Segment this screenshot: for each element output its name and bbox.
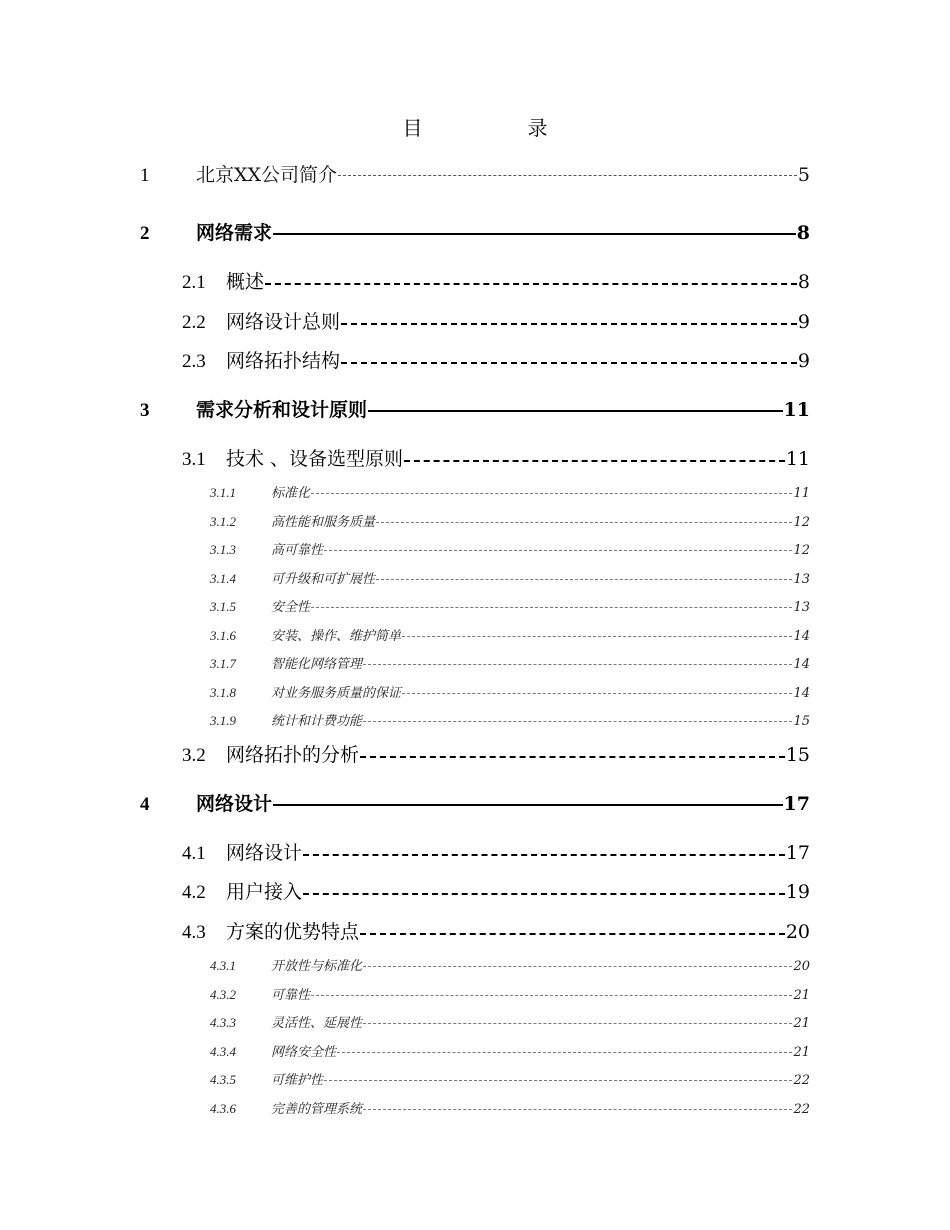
toc-entry-page-number: 8 (796, 222, 810, 244)
toc-entry[interactable] (210, 1041, 810, 1060)
toc-leader (363, 1108, 792, 1110)
toc-entry-label: 网络需求 (196, 222, 273, 244)
toc-leader (311, 492, 792, 494)
toc-entry-number: 3 (140, 400, 150, 421)
toc-entry-label: 高性能和服务质量 (271, 515, 376, 530)
toc-entry[interactable] (210, 1098, 810, 1117)
toc-entry-page-number: 20 (785, 921, 810, 943)
toc-leader (324, 1079, 792, 1081)
toc-leader (402, 692, 792, 694)
toc-entry-number: 3.1.9 (210, 713, 236, 728)
toc-entry-page-number: 11 (793, 486, 810, 501)
toc-entry-number: 4.3 (182, 922, 206, 943)
toc-entry-page-number: 12 (793, 515, 810, 530)
toc-entry[interactable] (210, 682, 810, 701)
toc-entry[interactable] (140, 789, 810, 816)
toc-leader (363, 720, 792, 722)
toc-leader (360, 931, 785, 935)
toc-entry[interactable] (210, 511, 810, 530)
toc-entry-label: 可靠性 (271, 988, 311, 1003)
toc-entry[interactable] (210, 955, 810, 974)
toc-entry[interactable] (182, 444, 810, 471)
toc-entry-label: 方案的优势特点 (226, 921, 360, 943)
toc-entry-number: 2.3 (182, 351, 206, 372)
toc-entry-number: 3.1.1 (210, 485, 236, 500)
toc-entry-number: 3.1.4 (210, 571, 236, 586)
toc-title (0, 112, 950, 141)
toc-entry-label: 灵活性、延展性 (271, 1016, 363, 1031)
toc-leader (303, 891, 785, 895)
toc-entry-number: 3.1.7 (210, 656, 236, 671)
toc-entry-page-number: 14 (793, 686, 810, 701)
toc-entry-label: 网络拓扑结构 (226, 350, 341, 372)
toc-leader (311, 606, 792, 608)
toc-entry-number: 3.1.5 (210, 599, 236, 614)
toc-entry-page-number: 22 (793, 1102, 810, 1117)
toc-entry-label: 网络拓扑的分析 (226, 744, 360, 766)
toc-entry-label: 网络设计 (196, 793, 273, 815)
toc-entry-label: 对业务服务质量的保证 (271, 686, 402, 701)
toc-leader (311, 994, 792, 996)
toc-entry[interactable] (210, 539, 810, 558)
toc-entry-number: 3.1.3 (210, 542, 236, 557)
toc-leader (324, 549, 792, 551)
toc-entry[interactable] (210, 1069, 810, 1088)
toc-entry-label: 北京XX公司简介 (196, 164, 338, 186)
toc-entry-label: 用户接入 (226, 881, 303, 903)
toc-entry[interactable] (210, 568, 810, 587)
toc-leader (368, 408, 783, 412)
toc-entry-page-number: 21 (793, 1016, 810, 1031)
toc-entry[interactable] (210, 625, 810, 644)
toc-leader (402, 635, 792, 637)
toc-entry-page-number: 21 (793, 1045, 810, 1060)
toc-entry-number: 2 (140, 223, 150, 244)
toc-leader (363, 663, 792, 665)
toc-entry-page-number: 15 (793, 714, 810, 729)
toc-entry-number: 4.3.3 (210, 1015, 236, 1030)
toc-entry-label: 需求分析和设计原则 (196, 399, 368, 421)
toc-entry-label: 网络设计总则 (226, 311, 341, 333)
toc-entry-number: 4.3.2 (210, 987, 236, 1002)
toc-entry-number: 4.1 (182, 843, 206, 864)
toc-entry[interactable] (182, 740, 810, 767)
toc-leader (341, 321, 797, 325)
toc-entry-number: 4.3.6 (210, 1101, 236, 1116)
toc-entry-page-number: 5 (797, 164, 810, 186)
toc-entry-number: 4 (140, 794, 150, 815)
toc-entry-label: 概述 (226, 271, 265, 293)
toc-entry-label: 可升级和可扩展性 (271, 572, 376, 587)
toc-entry[interactable] (210, 710, 810, 729)
toc-entry-label: 可维护性 (271, 1073, 324, 1088)
toc-entry-page-number: 14 (793, 629, 810, 644)
toc-entry-page-number: 15 (785, 744, 810, 766)
toc-entry-page-number: 22 (793, 1073, 810, 1088)
toc-entry-page-number: 17 (785, 842, 810, 864)
toc-entry-page-number: 9 (797, 350, 810, 372)
toc-entry-number: 3.2 (182, 745, 206, 766)
toc-entry-label: 安装、操作、维护简单 (271, 629, 402, 644)
toc-leader (376, 578, 792, 580)
toc-entry-number: 3.1.8 (210, 685, 236, 700)
toc-entry[interactable] (210, 596, 810, 615)
toc-entry-page-number: 8 (797, 271, 810, 293)
toc-leader (337, 1051, 792, 1053)
toc-entry-label: 统计和计费功能 (271, 714, 363, 729)
toc-leader (265, 281, 797, 285)
toc-entry-label: 标准化 (271, 486, 311, 501)
toc-leader (273, 802, 783, 806)
toc-entry[interactable] (140, 218, 810, 245)
toc-entry-label: 完善的管理系统 (271, 1102, 363, 1117)
toc-entry-number: 4.3.1 (210, 958, 236, 973)
toc-entry-page-number: 21 (793, 988, 810, 1003)
toc-entry[interactable] (210, 653, 810, 672)
toc-leader (360, 754, 785, 758)
toc-entry-page-number: 13 (793, 572, 810, 587)
toc-entry-label: 网络安全性 (271, 1045, 337, 1060)
toc-entry-page-number: 19 (785, 881, 810, 903)
toc-entry[interactable] (182, 346, 810, 373)
toc-leader (404, 458, 785, 462)
toc-entry-page-number: 20 (793, 959, 810, 974)
toc-title-char-2: 录 (527, 116, 548, 140)
toc-leader (341, 360, 797, 364)
toc-entry-label: 高可靠性 (271, 543, 324, 558)
toc-entry-number: 2.1 (182, 272, 206, 293)
toc-entry-number: 4.3.5 (210, 1072, 236, 1087)
toc-entry-number: 3.1.2 (210, 514, 236, 529)
toc-entry[interactable] (182, 877, 810, 904)
toc-entry[interactable] (210, 1012, 810, 1031)
toc-leader (363, 965, 792, 967)
toc-leader (338, 174, 797, 176)
toc-entry-label: 网络设计 (226, 842, 303, 864)
toc-entry[interactable] (210, 482, 810, 501)
toc-title-char-1: 目 (402, 116, 423, 140)
toc-entry-page-number: 11 (785, 448, 810, 470)
toc-entry[interactable] (182, 917, 810, 944)
toc-entry[interactable] (182, 838, 810, 865)
toc-entry-label: 安全性 (271, 600, 311, 615)
toc-entry[interactable] (140, 395, 810, 422)
toc-leader (363, 1022, 792, 1024)
toc-leader (273, 231, 796, 235)
toc-entry[interactable] (182, 267, 810, 294)
toc-entry-number: 3.1.6 (210, 628, 236, 643)
toc-entry-number: 4.2 (182, 882, 206, 903)
toc-entry-number: 2.2 (182, 312, 206, 333)
toc-leader (303, 852, 785, 856)
toc-entry[interactable] (140, 160, 810, 187)
toc-entry-number: 1 (140, 165, 150, 186)
toc-entry-label: 技术 、设备选型原则 (226, 448, 404, 470)
toc-entry-page-number: 13 (793, 600, 810, 615)
toc-leader (376, 521, 792, 523)
toc-entry-page-number: 17 (783, 793, 810, 815)
toc-entry-page-number: 14 (793, 657, 810, 672)
toc-entry[interactable] (210, 984, 810, 1003)
toc-entry-label: 智能化网络管理 (271, 657, 363, 672)
toc-entry-page-number: 11 (783, 399, 810, 421)
toc-entry-page-number: 9 (797, 311, 810, 333)
toc-entry-number: 3.1 (182, 449, 206, 470)
toc-entry-page-number: 12 (793, 543, 810, 558)
toc-entry[interactable] (182, 307, 810, 334)
toc-entry-number: 4.3.4 (210, 1044, 236, 1059)
toc-entry-label: 开放性与标准化 (271, 959, 363, 974)
